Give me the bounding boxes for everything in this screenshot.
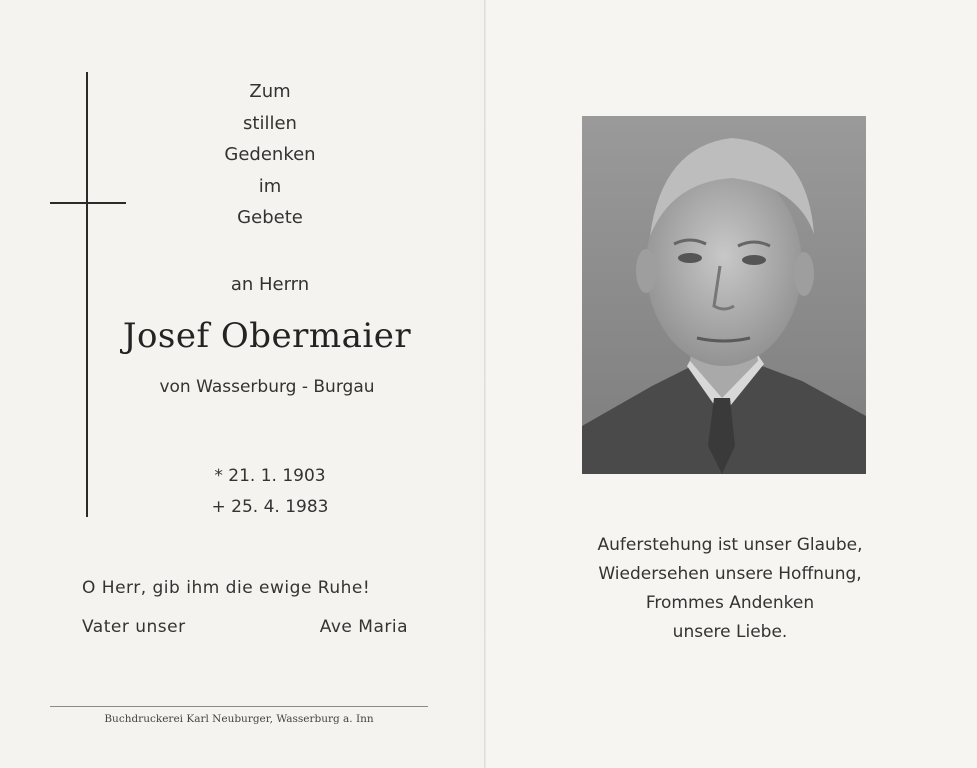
- heading-line: stillen: [243, 112, 297, 134]
- deceased-name: Josef Obermaier: [122, 316, 412, 356]
- portrait-photo: [582, 116, 866, 474]
- heading-line: Gebete: [237, 207, 303, 228]
- verse-block: [560, 531, 900, 647]
- verse-line: unsere Liebe.: [672, 622, 788, 642]
- prayer-names: [82, 617, 408, 637]
- address-line: an Herrn: [230, 274, 310, 295]
- life-dates: [170, 461, 370, 523]
- memorial-heading: [170, 76, 370, 234]
- heading-line: Zum: [249, 81, 291, 102]
- printer-credit: Buchdruckerei Karl Neuburger, Wasserburg a. Inn: [104, 713, 374, 725]
- verse-line: Wiedersehen unsere Hoffnung,: [598, 564, 862, 584]
- prayer-ave-maria: Ave Maria: [319, 617, 408, 637]
- prayer-vater-unser: Vater unser: [82, 617, 186, 637]
- birth-date: * 21. 1. 1903: [214, 466, 326, 486]
- printer-divider: [50, 706, 428, 707]
- portrait-image: [582, 116, 866, 474]
- cross-icon: [86, 72, 88, 517]
- verse-line: Frommes Andenken: [645, 593, 815, 613]
- heading-line: im: [258, 175, 282, 197]
- death-date: + 25. 4. 1983: [211, 497, 329, 517]
- origin-line: von Wasserburg - Burgau: [159, 377, 375, 397]
- cross-icon-bar: [50, 202, 126, 204]
- heading-line: Gedenken: [224, 144, 316, 165]
- verse-line: Auferstehung ist unser Glaube,: [597, 535, 863, 555]
- prayer-line: O Herr, gib ihm die ewige Ruhe!: [82, 578, 371, 598]
